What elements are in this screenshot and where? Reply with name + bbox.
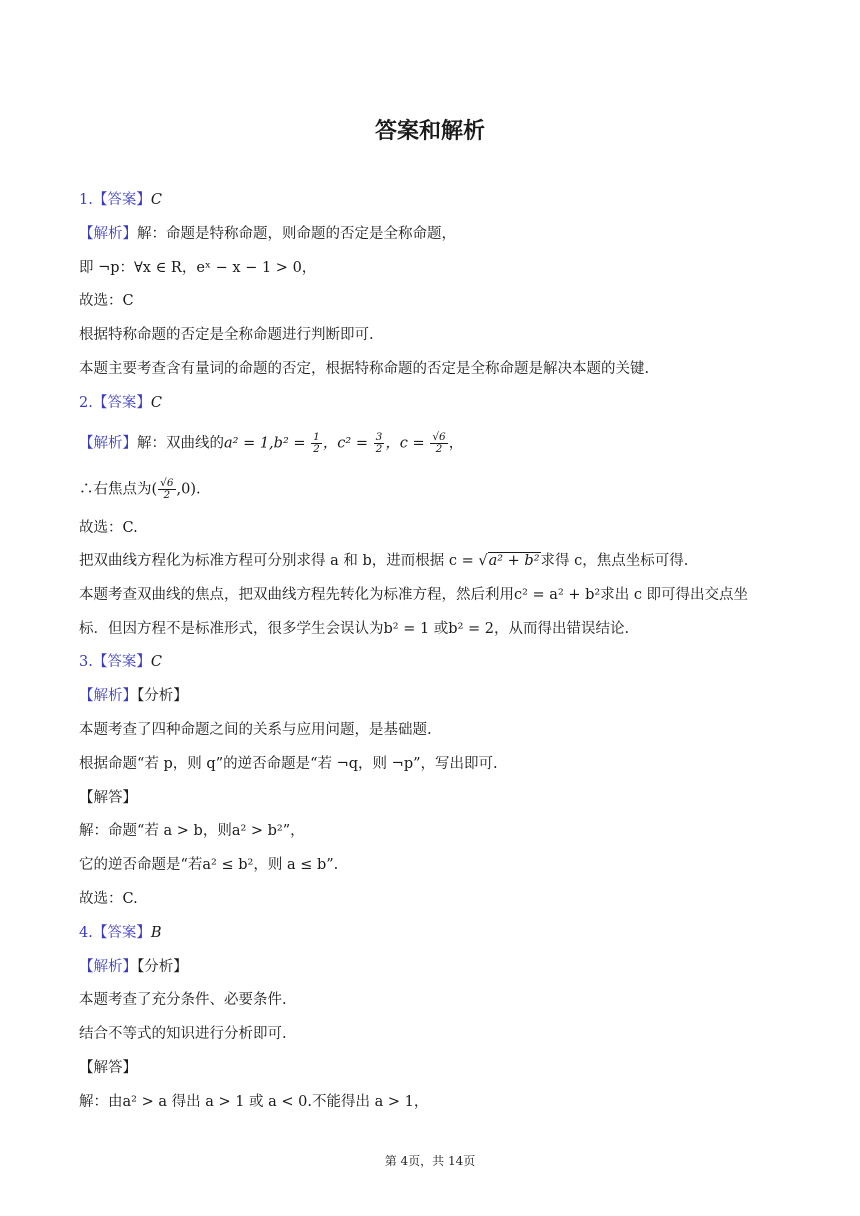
q4-tags (79, 957, 188, 977)
answer-tag: 【答案】 (92, 395, 151, 411)
denominator: 2 (313, 443, 320, 455)
denominator: 2 (163, 489, 171, 501)
q2-line-4 (79, 551, 688, 571)
q3-jieda-tag: 【解答】 (79, 790, 137, 806)
q1-header (79, 190, 162, 210)
q2-line-6: 标．但因方程不是标准形式，很多学生会误认为b² = 1 或b² = 2，从而得出错误结论. (79, 621, 630, 637)
answer-tag: 【答案】 (92, 925, 151, 941)
denominator: 2 (435, 443, 443, 455)
numerator: √6 (432, 431, 446, 443)
page-footer: 第 4页，共 14页 (384, 1154, 476, 1168)
analysis-tag: 【解析】 (79, 959, 137, 975)
fraction (311, 432, 322, 455)
q4-line-2: 结合不等式的知识进行分析即可. (79, 1026, 287, 1042)
q2-text: ， (448, 435, 464, 452)
analysis-tag: 【解析】 (79, 226, 137, 242)
fraction (430, 432, 447, 455)
q3-header (79, 652, 162, 672)
fraction (158, 478, 175, 501)
q1-line-1 (79, 224, 456, 244)
q4-number: 4. (79, 925, 93, 941)
q4-line-1: 本题考查了充分条件、必要条件. (79, 992, 287, 1008)
radicand: a² + b² (488, 553, 540, 569)
q1-line-2: 即 ¬p：∀x ∈ R，eˣ − x − 1 > 0， (79, 260, 317, 276)
q4-header (79, 923, 162, 943)
q1-line-4: 根据特称命题的否定是全称命题进行判断即可. (79, 327, 374, 343)
q2-answer: C (150, 395, 162, 411)
q2-text: 解：双曲线的 (137, 435, 224, 452)
q2-line-1 (79, 432, 463, 455)
analysis-tag: 【解析】 (79, 688, 137, 704)
fenxi-tag: 【分析】 (137, 688, 188, 704)
q4-line-3: 解：由a² > a 得出 a > 1 或 a < 0.不能得出 a > 1， (79, 1094, 429, 1110)
answer-tag: 【答案】 (92, 192, 151, 208)
q2-number: 2. (79, 395, 93, 411)
q2-line-5: 本题考查双曲线的焦点，把双曲线方程先转化为标准方程，然后利用c² = a² + b²求出 c 即可得出交点坐 (79, 587, 749, 603)
q3-line-5: 故选：C. (79, 891, 138, 907)
q1-text-1: 解：命题是特称命题，则命题的否定是全称命题， (137, 226, 456, 242)
q1-answer: C (150, 192, 162, 208)
analysis-tag: 【解析】 (79, 435, 137, 452)
q4-jieda-tag: 【解答】 (79, 1060, 137, 1076)
q3-tags (79, 686, 188, 706)
q2-line-2 (79, 478, 201, 501)
q3-line-3: 解：命题“若 a > b，则a² > b²”， (79, 823, 305, 839)
q2-text: ,0). (176, 481, 201, 498)
answer-tag: 【答案】 (92, 654, 151, 670)
numerator: √6 (160, 477, 174, 489)
q3-number: 3. (79, 654, 93, 670)
q1-number: 1. (79, 192, 93, 208)
denominator: 2 (375, 443, 383, 455)
q2-text: 把双曲线方程化为标准方程可分别求得 a 和 b，进而根据 c = √ (79, 553, 488, 569)
numerator: 1 (313, 431, 320, 443)
q2-math: a² = 1,b² = (224, 435, 311, 452)
q2-text: 求得 c，焦点坐标可得. (540, 553, 689, 569)
fenxi-tag: 【分析】 (137, 959, 188, 975)
q2-line-3: 故选：C. (79, 520, 138, 536)
numerator: 3 (375, 431, 383, 443)
page-title: 答案和解析 (374, 119, 485, 144)
q3-line-4: 它的逆否命题是“若a² ≤ b²，则 a ≤ b”. (79, 857, 339, 873)
q2-header (79, 393, 162, 413)
q4-answer: B (150, 925, 162, 941)
q3-line-2: 根据命题“若 p，则 q”的逆否命题是“若 ¬q，则 ¬p”，写出即可. (79, 756, 498, 772)
q1-line-5: 本题主要考查含有量词的命题的否定，根据特称命题的否定是全称命题是解决本题的关键. (79, 361, 650, 377)
q1-line-3: 故选：C (79, 293, 134, 309)
q3-answer: C (150, 654, 162, 670)
q3-line-1: 本题考查了四种命题之间的关系与应用问题，是基础题. (79, 722, 432, 738)
fraction (374, 432, 385, 455)
q2-math: ，c = (385, 435, 430, 452)
q2-math: ，c² = (322, 435, 373, 452)
q2-text: ∴右焦点为( (79, 481, 158, 498)
